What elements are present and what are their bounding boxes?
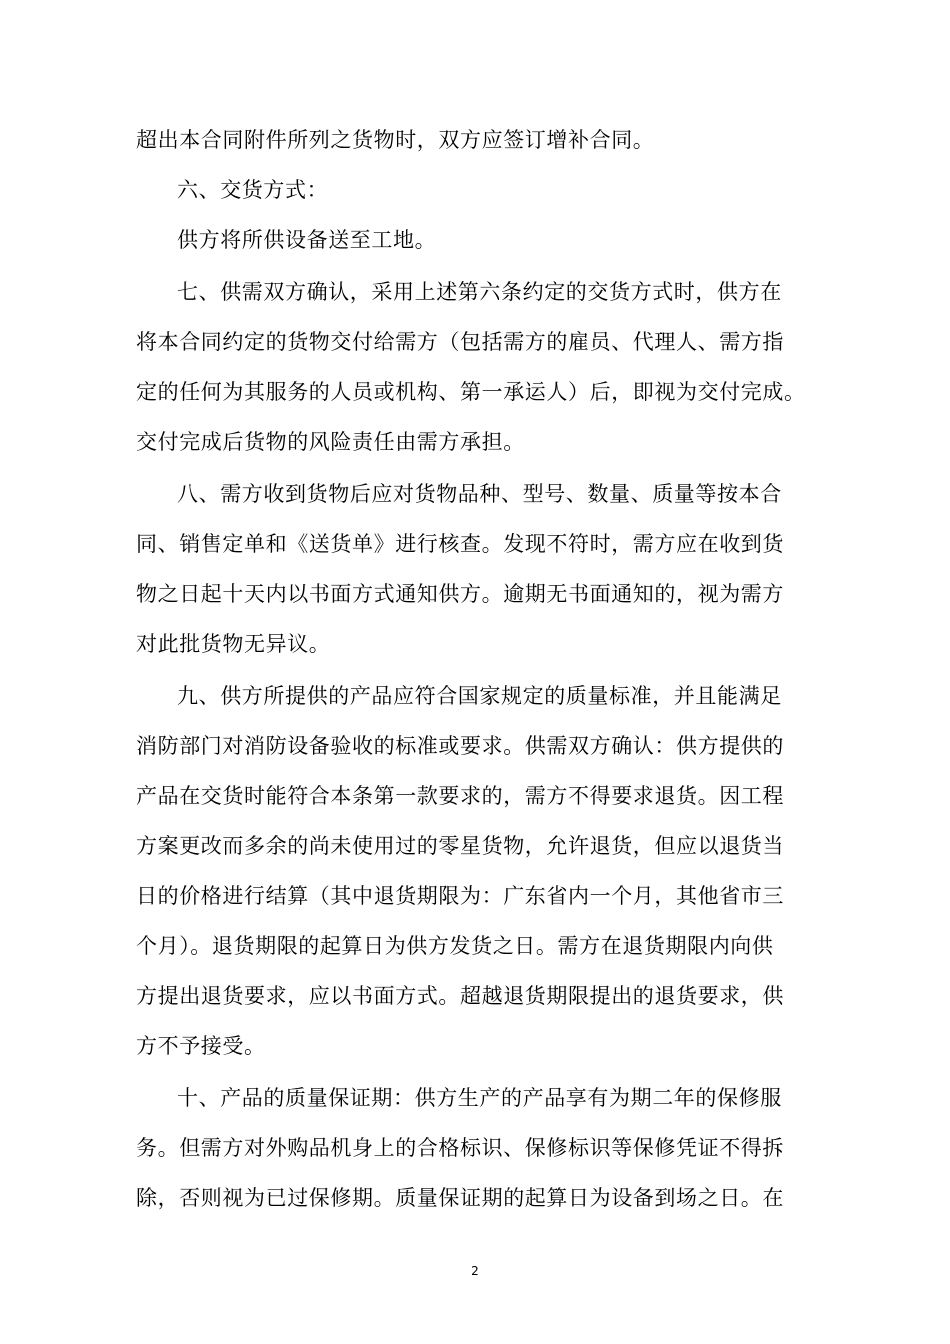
text-line: 九、供方所提供的产品应符合国家规定的质量标准，并且能满足	[177, 684, 782, 708]
text-line: 方提出退货要求，应以书面方式。超越退货期限提出的退货要求，供	[136, 984, 784, 1008]
text-line: 交付完成后货物的风险责任由需方承担。	[136, 430, 525, 454]
text-line: 超出本合同附件所列之货物时，双方应签订增补合同。	[136, 128, 655, 152]
text-line: 方不予接受。	[136, 1034, 266, 1058]
text-line: 产品在交货时能符合本条第一款要求的，需方不得要求退货。因工程	[136, 784, 784, 808]
text-line: 将本合同约定的货物交付给需方（包括需方的雇员、代理人、需方指	[136, 330, 784, 354]
text-line: 消防部门对消防设备验收的标准或要求。供需双方确认：供方提供的	[136, 734, 784, 758]
text-line: 除，否则视为已过保修期。质量保证期的起算日为设备到场之日。在	[136, 1186, 784, 1210]
text-line: 物之日起十天内以书面方式通知供方。逾期无书面通知的，视为需方	[136, 582, 784, 606]
text-line: 务。但需方对外购品机身上的合格标识、保修标识等保修凭证不得拆	[136, 1136, 784, 1160]
text-line: 同、销售定单和《送货单》进行核查。发现不符时，需方应在收到货	[136, 532, 784, 556]
page-number: 2	[471, 1264, 479, 1278]
text-line: 个月）。退货期限的起算日为供方发货之日。需方在退货期限内向供	[136, 934, 774, 958]
text-line: 十、产品的质量保证期：供方生产的产品享有为期二年的保修服	[177, 1086, 782, 1110]
text-line: 供方将所供设备送至工地。	[177, 228, 437, 252]
section-heading-delivery: 六、交货方式：	[177, 178, 329, 202]
text-line: 对此批货物无异议。	[136, 632, 331, 656]
text-line: 定的任何为其服务的人员或机构、第一承运人）后，即视为交付完成。	[136, 380, 806, 404]
text-line: 方案更改而多余的尚未使用过的零星货物，允许退货，但应以退货当	[136, 834, 784, 858]
text-line: 八、需方收到货物后应对货物品种、型号、数量、质量等按本合	[177, 482, 782, 506]
text-line: 日的价格进行结算（其中退货期限为：广东省内一个月，其他省市三	[136, 884, 784, 908]
text-line: 七、供需双方确认，采用上述第六条约定的交货方式时，供方在	[177, 280, 782, 304]
